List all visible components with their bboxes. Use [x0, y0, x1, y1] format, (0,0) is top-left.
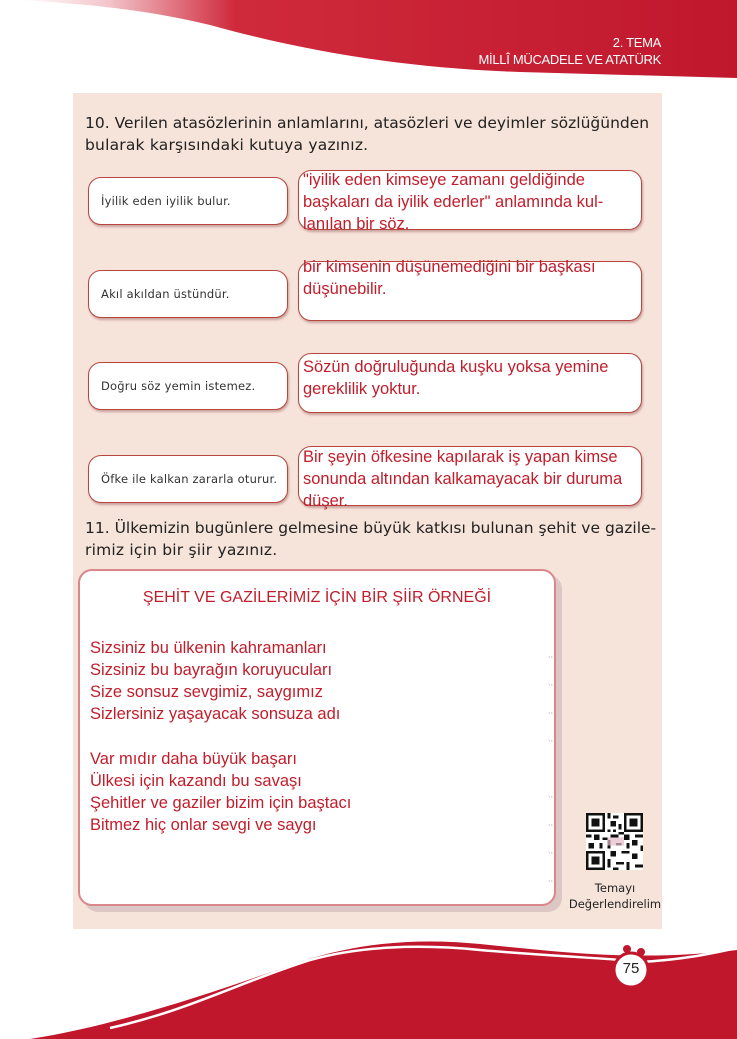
question-10-text	[85, 112, 665, 156]
proverb-text: Öfke ile kalkan zararla oturur.	[101, 472, 278, 486]
meaning-line: sonunda altından kalkamayacak bir duruma	[303, 470, 623, 488]
proverb-text: İyilik eden iyilik bulur.	[101, 194, 231, 208]
meaning-line: "iyilik eden kimseye zamanı geldiğinde	[303, 171, 585, 189]
meaning-answer-box-4[interactable]	[298, 446, 642, 510]
meaning-line: Bir şeyin öfkesine kapılarak iş yapan kimse	[303, 448, 618, 466]
meaning-answer-box-1[interactable]	[298, 170, 642, 233]
meaning-text	[303, 256, 635, 300]
qr-code-icon[interactable]	[586, 813, 643, 870]
page-number: 75	[622, 960, 640, 977]
meaning-text	[303, 169, 635, 235]
poem-line: Bitmez hiç onlar sevgi ve saygı	[90, 816, 317, 834]
qr-caption-line1: Temayı	[594, 881, 636, 895]
theme-title: MİLLÎ MÜCADELE VE ATATÜRK	[478, 52, 661, 67]
poem-answer-box[interactable]	[78, 569, 556, 906]
proverb-text: Akıl akıldan üstündür.	[101, 287, 230, 301]
poem-line: Sizsiniz bu ülkenin kahramanları	[90, 639, 327, 657]
question-10-line1: 10. Verilen atasözlerinin anlamlarını, atasözleri ve deyimler sözlüğünden	[85, 114, 650, 132]
meaning-line: Sözün doğruluğunda kuşku yoksa yemine	[303, 358, 609, 376]
qr-caption-line2: Değerlendirelim	[568, 897, 662, 911]
question-11-line1: 11. Ülkemizin bugünlere gelmesine büyük katkısı bulunan şehit ve gazile-	[85, 519, 657, 537]
footer-wave-decoration	[0, 930, 737, 1039]
poem-line: Sizlersiniz yaşayacak sonsuza adı	[90, 705, 341, 723]
question-10-line2: bularak karşısındaki kutuya yazınız.	[85, 136, 369, 154]
meaning-line: düşer.	[303, 492, 348, 510]
meaning-line: düşünebilir.	[303, 280, 387, 298]
writing-line-dots: ··	[548, 849, 554, 858]
writing-line-dots: ··	[548, 737, 554, 746]
proverb-box-3	[88, 362, 288, 410]
poem-line: Size sonsuz sevgimiz, saygımız	[90, 683, 323, 701]
theme-number: 2. TEMA	[612, 35, 661, 50]
writing-line-dots: ··	[548, 709, 554, 718]
proverb-box-1	[88, 177, 288, 225]
meaning-line: gereklilik yoktur.	[303, 380, 421, 398]
writing-line-dots: ··	[548, 793, 554, 802]
poem-line: Sizsiniz bu bayrağın koruyucuları	[90, 661, 333, 679]
meaning-answer-box-3[interactable]	[298, 353, 642, 413]
poem-line: Var mıdır daha büyük başarı	[90, 750, 297, 768]
meaning-line: bir kimsenin düşünemediğini bir başkası	[303, 258, 596, 276]
writing-line-dots: ··	[548, 821, 554, 830]
poem-title: ŞEHİT VE GAZİLERİMİZ İÇİN BİR ŞİİR ÖRNEĞİ	[142, 589, 492, 606]
writing-line-dots: ··	[548, 653, 554, 662]
meaning-line: başkaları da iyilik ederler" anlamında kul-	[303, 193, 604, 211]
writing-line-dots: ··	[548, 681, 554, 690]
poem-line: Ülkesi için kazandı bu savaşı	[90, 772, 302, 790]
question-11-text	[85, 517, 665, 561]
meaning-text	[303, 356, 635, 400]
proverb-box-4	[88, 455, 288, 503]
qr-caption	[560, 880, 670, 912]
meaning-text	[303, 446, 635, 512]
poem-line: Şehitler ve gaziler bizim için baştacı	[90, 794, 352, 812]
proverb-text: Doğru söz yemin istemez.	[101, 379, 256, 393]
proverb-box-2	[88, 270, 288, 318]
meaning-line: lanılan bir söz.	[303, 215, 410, 233]
meaning-answer-box-2[interactable]	[298, 258, 642, 321]
writing-line-dots: ··	[548, 877, 554, 886]
question-11-line2: rimiz için bir şiir yazınız.	[85, 541, 278, 559]
theme-header	[479, 34, 662, 68]
